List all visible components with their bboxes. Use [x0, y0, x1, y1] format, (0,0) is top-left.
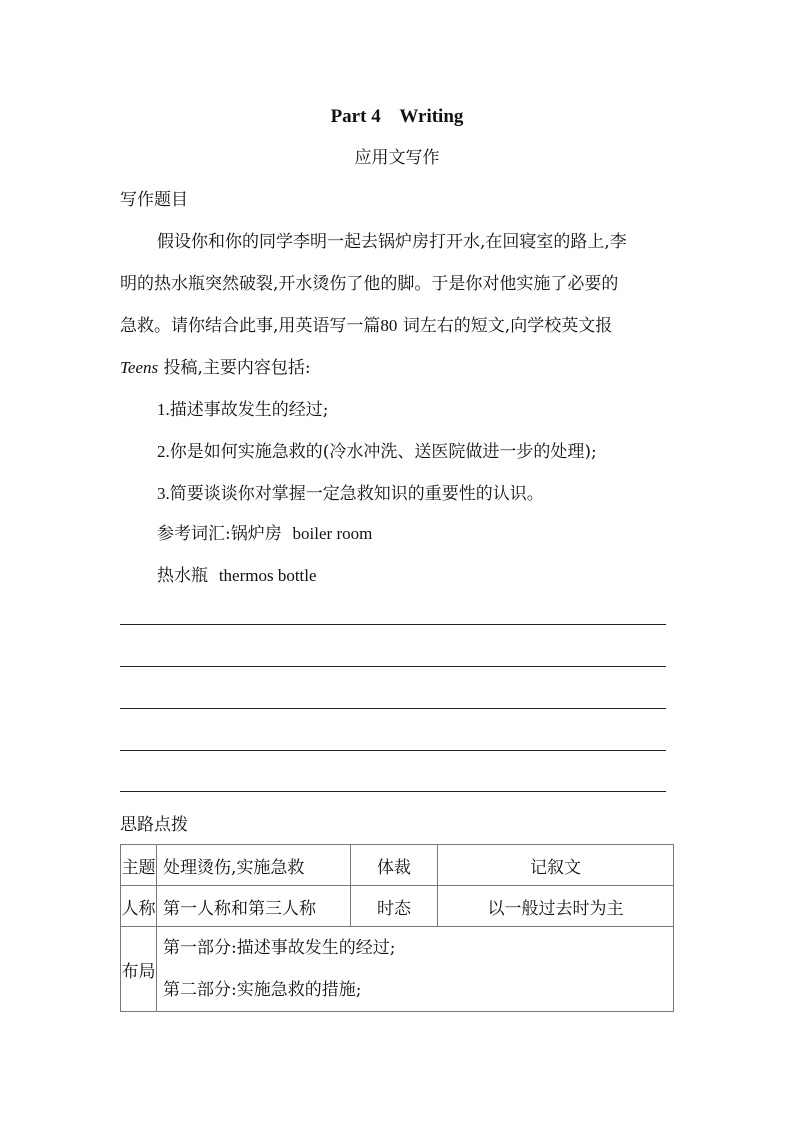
tense-value: 以一般过去时为主	[438, 886, 674, 927]
page-title: Part 4 Writing	[330, 106, 464, 127]
point-1-text: 描述事故发生的经过;	[169, 400, 329, 420]
guide-table	[120, 844, 674, 1012]
answer-line-3	[120, 708, 666, 709]
vocab-line-2	[157, 564, 705, 588]
answer-line-4	[120, 750, 666, 751]
person-label: 人称	[121, 886, 157, 927]
answer-line-5	[120, 791, 666, 792]
task-heading: 写作题目	[120, 190, 188, 210]
layout-item-2: 第二部分:实施急救的措施;	[163, 980, 362, 1000]
point-3	[157, 482, 705, 506]
layout-cell	[157, 927, 674, 1012]
vocab-label-1: 参考词汇:锅炉房	[157, 524, 282, 544]
tense-label: 时态	[351, 886, 438, 927]
topic-label: 主题	[121, 845, 157, 886]
table-row	[121, 927, 674, 1012]
vocab-term-1: boiler room	[292, 524, 373, 543]
vocab-term-2: thermos bottle	[218, 566, 317, 585]
prompt-line-3-pre: 急救。请你结合此事,用英语写一篇	[120, 316, 381, 336]
page-subtitle: 应用文写作	[354, 148, 440, 168]
topic-value: 处理烫伤,实施急救	[157, 845, 351, 886]
genre-label: 体裁	[351, 845, 438, 886]
point-2	[157, 440, 705, 464]
point-3-num: 3.	[157, 484, 170, 503]
prompt-line-3	[120, 314, 668, 338]
point-2-text: 你是如何实施急救的(冷水冲洗、送医院做进一步的处理);	[169, 442, 597, 462]
genre-value: 记叙文	[438, 845, 674, 886]
vocab-label-2: 热水瓶	[157, 566, 208, 586]
point-2-num: 2.	[157, 442, 170, 461]
point-3-text: 简要谈谈你对掌握一定急救知识的重要性的认识。	[169, 484, 544, 504]
prompt-line-4-post: 投稿,主要内容包括:	[163, 358, 311, 378]
prompt-line-1: 假设你和你的同学李明一起去锅炉房打开水,在回寝室的路上,李	[157, 232, 627, 252]
word-count: 80	[380, 316, 398, 335]
guide-heading: 思路点拨	[120, 815, 188, 835]
table-row	[121, 886, 674, 927]
layout-label: 布局	[121, 927, 157, 1012]
answer-line-1	[120, 624, 666, 625]
prompt-line-3-post: 词左右的短文,向学校英文报	[402, 316, 613, 336]
vocab-line-1	[157, 522, 705, 546]
prompt-line-2: 明的热水瓶突然破裂,开水烫伤了他的脚。于是你对他实施了必要的	[120, 274, 619, 294]
prompt-line-4	[120, 356, 668, 380]
layout-item-1: 第一部分:描述事故发生的经过;	[163, 938, 396, 958]
answer-line-2	[120, 666, 666, 667]
table-row	[121, 845, 674, 886]
point-1	[157, 398, 705, 422]
newspaper-name: Teens	[120, 358, 159, 377]
point-1-num: 1.	[157, 400, 170, 419]
person-value: 第一人称和第三人称	[157, 886, 351, 927]
